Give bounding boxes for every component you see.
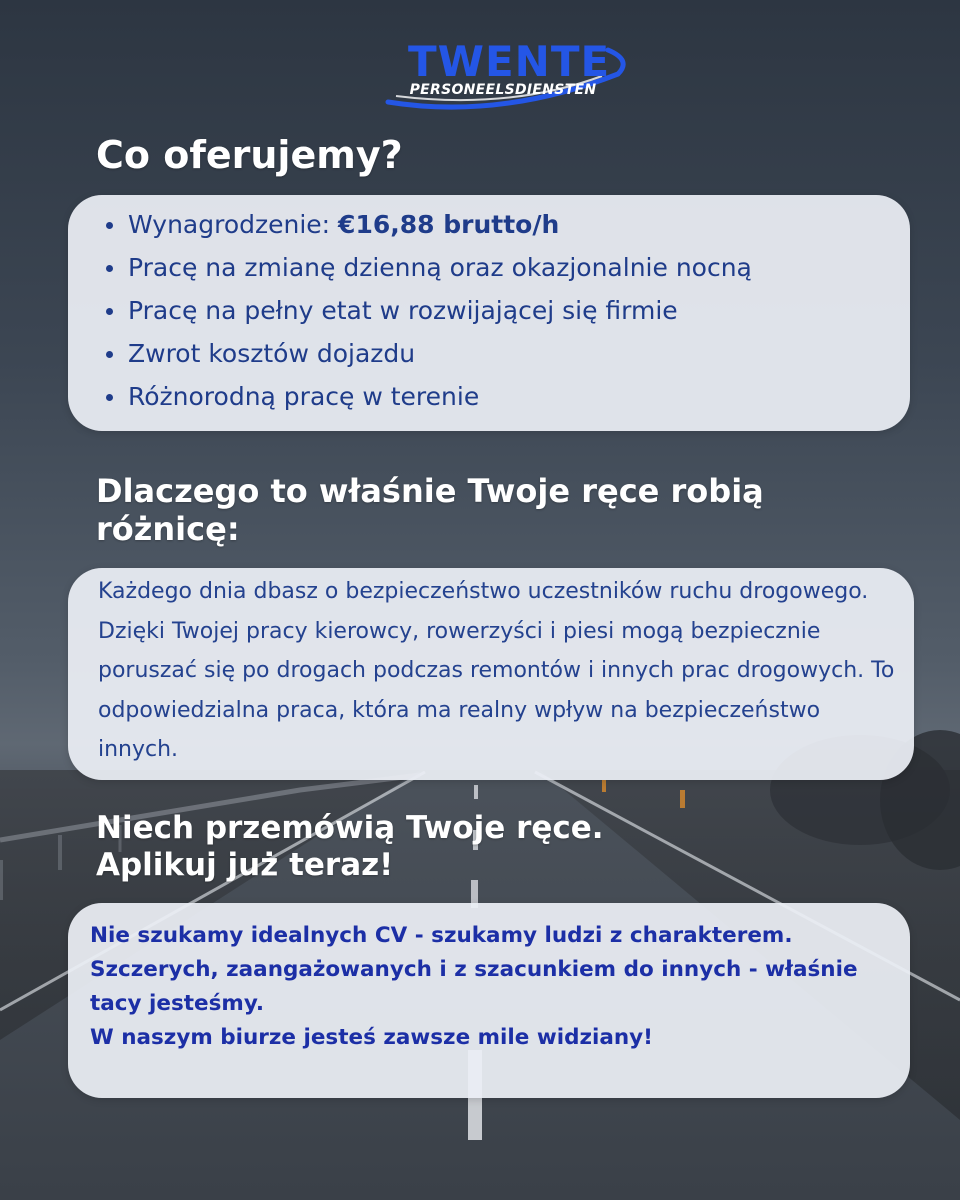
offer-item-text: Pracę na zmianę dzienną oraz okazjonalnie nocną — [128, 253, 752, 282]
why-card — [68, 568, 914, 780]
apply-card — [68, 903, 910, 1098]
why-heading-line1: Dlaczego to właśnie Twoje ręce robią — [96, 472, 764, 510]
offer-item-salary — [102, 203, 752, 246]
why-paragraph: Każdego dnia dbasz o bezpieczeństwo uczestników ruchu drogowego. Dzięki Twojej pracy kierowcy, rowerzyści i piesi mogą bezpiecznie poruszać się po drogach podczas remontów i innych prac drogowych. To odpowiedzialna praca, która ma realny wpływ na bezpieczeństwo innych. — [98, 579, 895, 762]
closing-text — [90, 919, 900, 1055]
apply-heading-line2: Aplikuj już teraz! — [96, 847, 394, 883]
closing-line-values: Szczerych, zaangażowanych i z szacunkiem do innych - właśnie tacy jesteśmy. — [90, 957, 858, 1016]
offer-card — [68, 195, 910, 431]
offer-item-text: Wynagrodzenie: — [128, 210, 339, 239]
offer-heading: Co oferujemy? — [96, 133, 403, 177]
why-heading — [96, 472, 886, 548]
brand-logo — [370, 36, 630, 112]
logo-subtitle: PERSONEELSDIENSTEN — [409, 82, 597, 98]
why-heading-line2: różnicę: — [96, 510, 240, 548]
offer-item-travel — [102, 332, 752, 375]
offer-item-text: Różnorodną pracę w terenie — [128, 382, 480, 411]
offer-item-fulltime — [102, 289, 752, 332]
offer-item-fieldwork — [102, 375, 752, 418]
apply-heading — [96, 810, 886, 884]
closing-line-cv: Nie szukamy idealnych CV - szukamy ludzi z charakterem. — [90, 923, 793, 948]
offer-item-text: Pracę na pełny etat w rozwijającej się firmie — [128, 296, 678, 325]
salary-value: €16,88 brutto/h — [338, 210, 560, 239]
closing-line-welcome: W naszym biurze jesteś zawsze mile widziany! — [90, 1025, 653, 1050]
apply-heading-line1: Niech przemówią Twoje ręce. — [96, 810, 604, 846]
offer-item-text: Zwrot kosztów dojazdu — [128, 339, 416, 368]
offer-item-shift — [102, 246, 752, 289]
offer-list — [102, 203, 752, 418]
logo-wordmark: TWENTE — [408, 37, 611, 86]
